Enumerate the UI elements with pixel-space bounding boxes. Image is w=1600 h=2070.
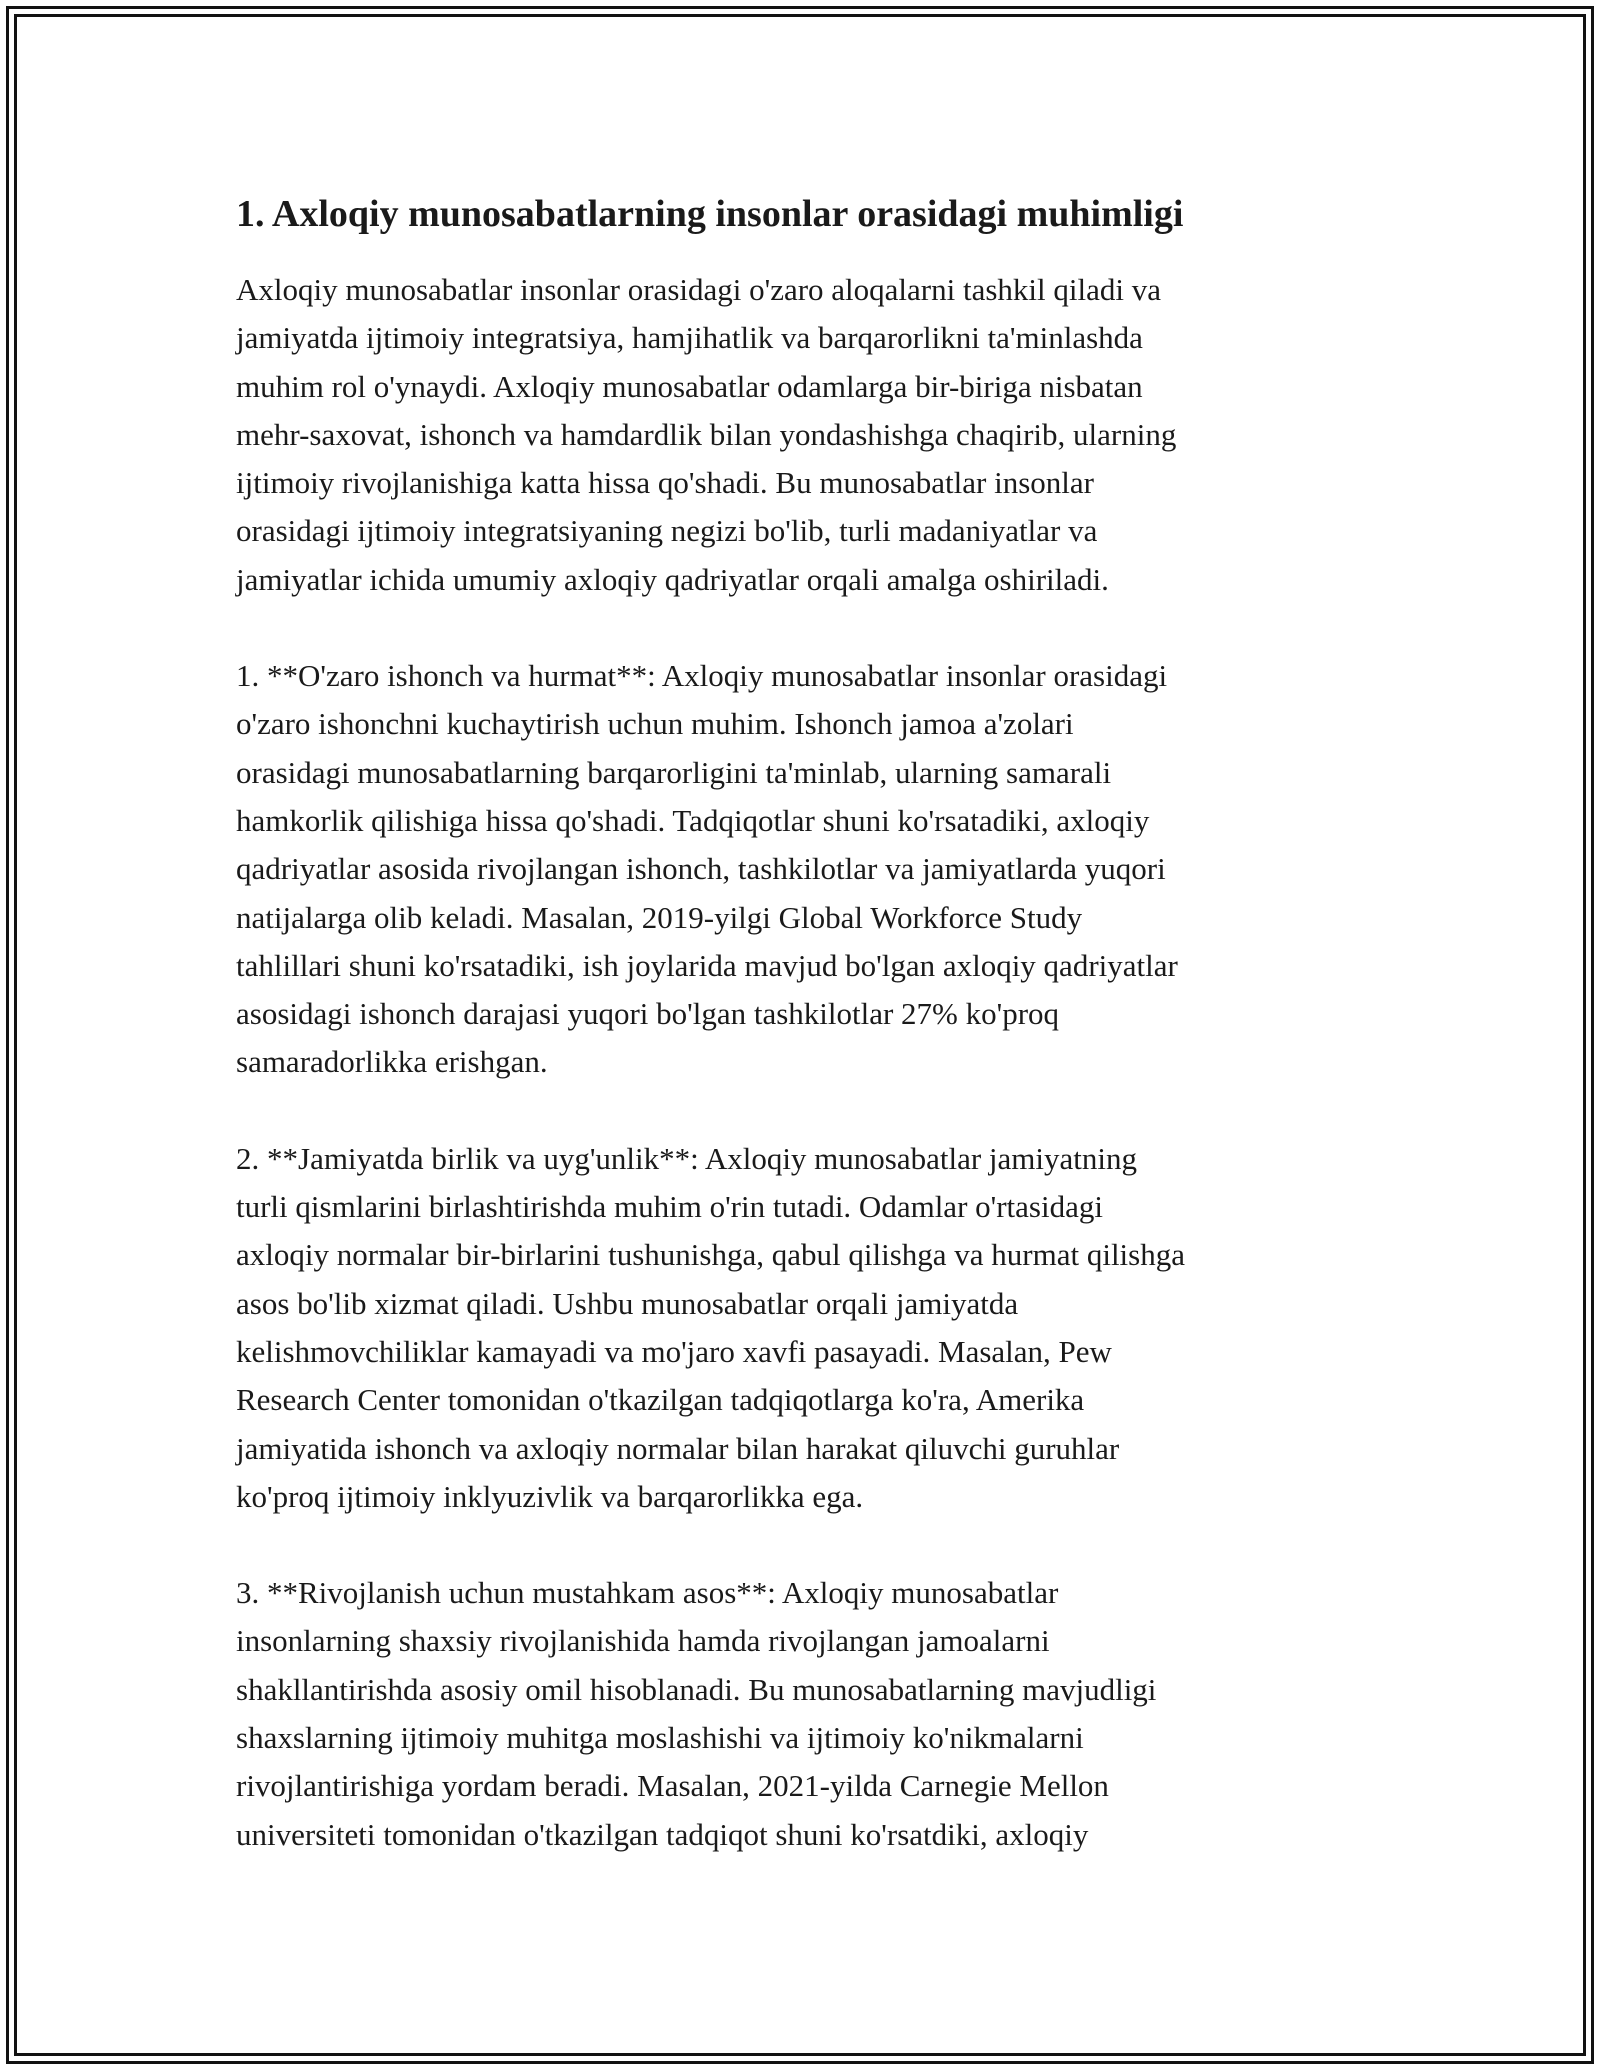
point-2-paragraph: 2. **Jamiyatda birlik va uyg'unlik**: Axloqiy munosabatlar jamiyatning turli qismlarini birlashtirishda muhim o'rin tutadi. Odamlar o'rtasidagi axloqiy normalar bir-birlarini tushunishga, qabul qilishga va hurmat qilishga asos bo'lib xizmat qiladi. Ushbu munosabatlar orqali jamiyatda kelishmovchiliklar kamayadi va mo'jaro xavfi pasayadi. Masalan, Pew Research Center tomonidan o'tkazilgan tadqiqotlarga ko'ra, Amerika jamiyatida ishonch va axloqiy normalar bilan harakat qiluvchi guruhlar ko'proq ijtimoiy inklyuzivlik va barqarorlikka ega. <box>236 1140 1185 1514</box>
paragraph-spacer <box>236 1521 1366 1569</box>
point-3-paragraph: 3. **Rivojlanish uchun mustahkam asos**: Axloqiy munosabatlar insonlarning shaxsiy rivojlanishida hamda rivojlangan jamoalarni shakllantirishda asosiy omil hisoblanadi. Bu munosabatlarning mavjudligi shaxslarning ijtimoiy muhitga moslashishi va ijtimoiy ko'nikmalarni rivojlantirishiga yordam beradi. Masalan, 2021-yilda Carnegie Mellon universiteti tomonidan o'tkazilgan tadqiqot shuni ko'rsatdiki, axloqiy <box>236 1575 1157 1852</box>
document-title: 1. Axloqiy munosabatlarning insonlar orasidagi muhimligi <box>236 193 1184 235</box>
intro-paragraph: Axloqiy munosabatlar insonlar orasidagi o'zaro aloqalarni tashkil qiladi va jamiyatda ijtimoiy integratsiya, hamjihatlik va barqarorlikni ta'minlashda muhim rol o'ynaydi. Axloqiy munosabatlar odamlarga bir-biriga nisbatan mehr-saxovat, ishonch va hamdardlik bilan yondashishga chaqirib, ularning ijtimoiy rivojlanishiga katta hissa qo'shadi. Bu munosabatlar insonlar orasidagi ijtimoiy integratsiyaning negizi bo'lib, turli madaniyatlar va jamiyatlar ichida umumiy axloqiy qadriyatlar orqali amalga oshiriladi. <box>236 272 1177 597</box>
paragraph-spacer <box>236 1087 1366 1135</box>
paragraph-spacer <box>236 604 1366 652</box>
point-1-paragraph: 1. **O'zaro ishonch va hurmat**: Axloqiy munosabatlar insonlar orasidagi o'zaro ishonchni kuchaytirish uchun muhim. Ishonch jamoa a'zolari orasidagi munosabatlarning barqarorligini ta'minlab, ularning samarali hamkorlik qilishiga hissa qo'shadi. Tadqiqotlar shuni ko'rsatadiki, axloqiy qadriyatlar asosida rivojlangan ishonch, tashkilotlar va jamiyatlarda yuqori natijalarga olib keladi. Masalan, 2019-yilgi Global Workforce Study tahlillari shuni ko'rsatadiki, ish joylarida mavjud bo'lgan axloqiy qadriyatlar asosidagi ishonch darajasi yuqori bo'lgan tashkilotlar 27% ko'proq samaradorlikka erishgan. <box>236 658 1178 1080</box>
document-body <box>236 188 1366 1859</box>
